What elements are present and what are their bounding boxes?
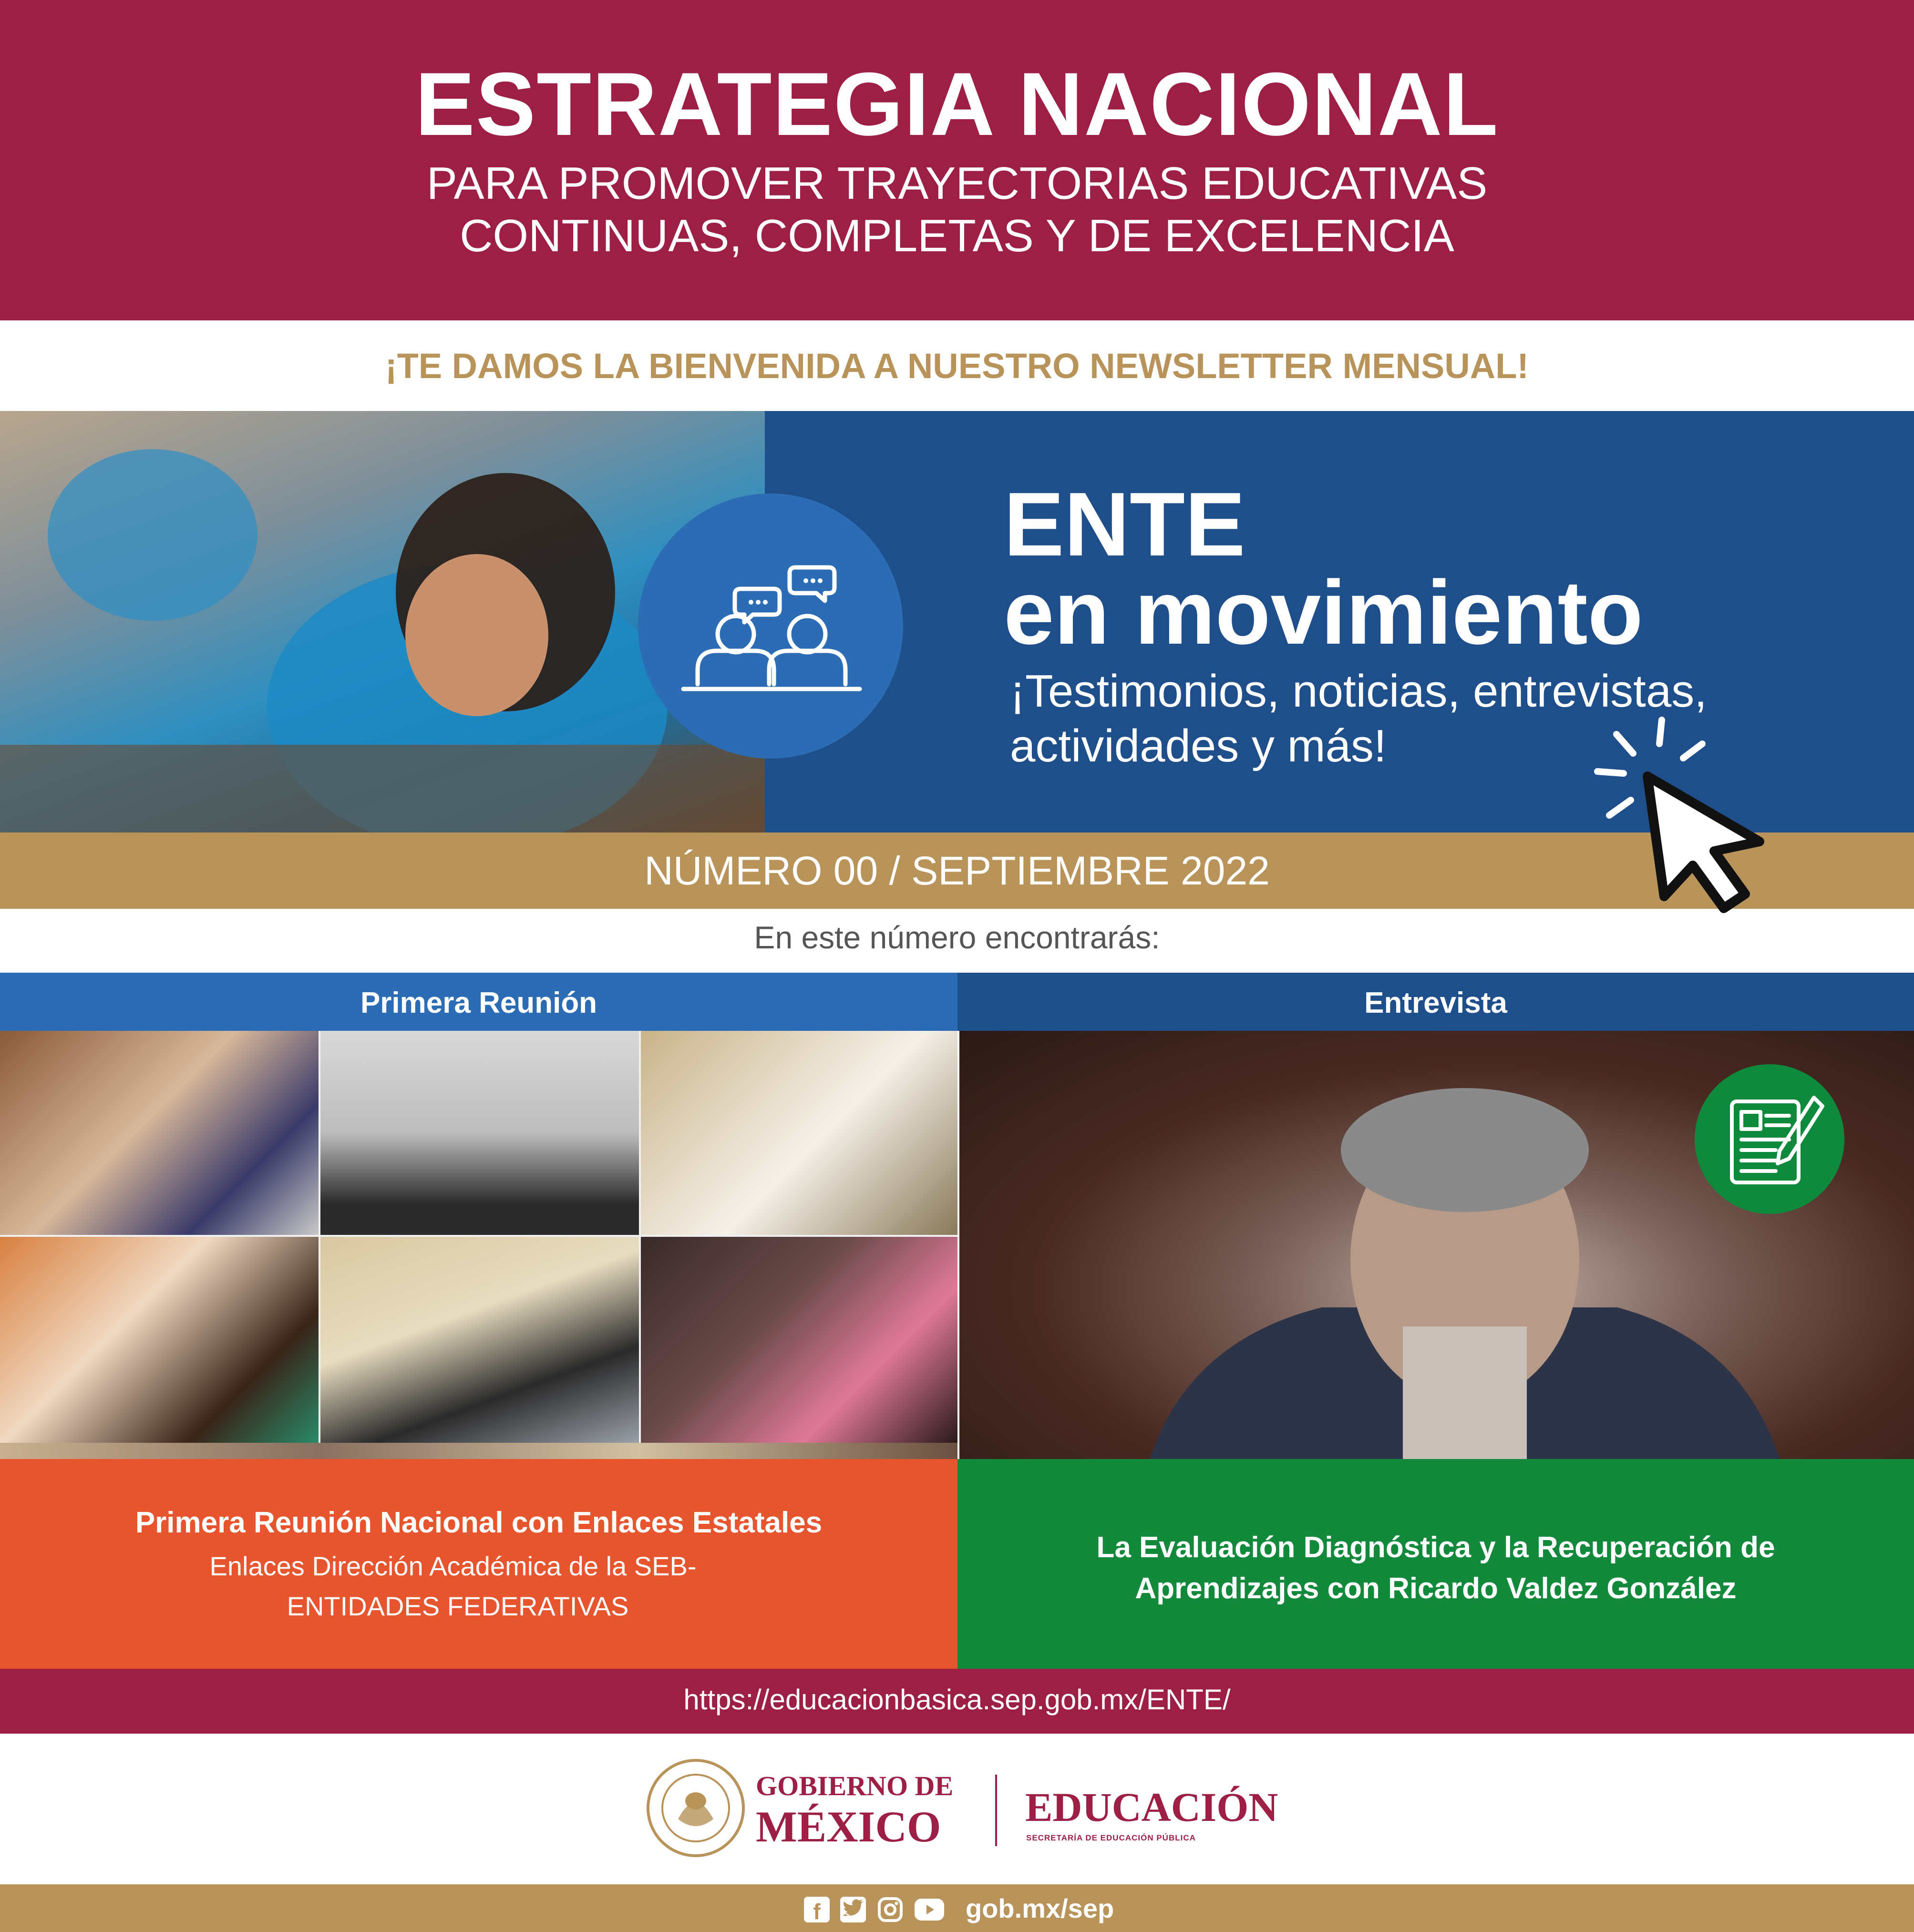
interview-photo	[959, 1031, 1914, 1459]
hero-tagline-1: ¡Testimonios, noticias, entrevistas,	[1010, 666, 1707, 717]
section-header-left	[0, 973, 957, 1031]
intro-text: En este número encontrarás:	[754, 920, 1160, 955]
section-header-right-label: Entrevista	[1364, 987, 1507, 1019]
twitter-icon[interactable]	[840, 1897, 866, 1922]
meeting-tile	[0, 1237, 319, 1443]
header-subtitle-1: PARA PROMOVER TRAYECTORIAS EDUCATIVAS	[426, 158, 1488, 209]
footer-divider	[995, 1775, 997, 1846]
instagram-icon[interactable]	[877, 1897, 903, 1922]
right-caption[interactable]	[957, 1459, 1914, 1669]
ministry-name: EDUCACIÓN	[1025, 1784, 1278, 1830]
pointer-click-icon[interactable]	[1588, 715, 1788, 915]
issue-number: NÚMERO 00 / SEPTIEMBRE 2022	[644, 848, 1270, 893]
meeting-tile	[641, 1031, 957, 1235]
url-bar	[0, 1669, 1914, 1734]
government-seal	[645, 1757, 747, 1860]
facebook-icon[interactable]: f	[804, 1897, 830, 1922]
section-header-left-label: Primera Reunión	[360, 987, 597, 1019]
ministry-subtitle: SECRETARÍA DE EDUCACIÓN PÚBLICA	[1026, 1833, 1196, 1842]
left-caption-line1: Enlaces Dirección Académica de la SEB-	[209, 1551, 697, 1581]
hero-title-2: en movimiento	[1004, 562, 1643, 663]
youtube-icon[interactable]	[915, 1899, 944, 1921]
left-caption-line2: ENTIDADES FEDERATIVAS	[287, 1591, 629, 1621]
social-bar	[0, 1884, 1914, 1932]
social-link[interactable]: gob.mx/sep	[966, 1893, 1114, 1923]
section-header-right	[957, 973, 1914, 1031]
website-link[interactable]: https://educacionbasica.sep.gob.mx/ENTE/	[683, 1684, 1231, 1716]
gov-line1: GOBIERNO DE	[756, 1770, 954, 1801]
meeting-tile	[320, 1237, 639, 1443]
people-chat-icon	[638, 493, 903, 759]
meeting-tile	[641, 1237, 957, 1443]
welcome-text: ¡TE DAMOS LA BIENVENIDA A NUESTRO NEWSLETTER MENSUAL!	[385, 346, 1529, 386]
meeting-grid	[0, 1031, 957, 1459]
meeting-tile	[0, 1031, 319, 1235]
gov-line2: MÉXICO	[756, 1802, 941, 1851]
header-banner	[0, 0, 1914, 320]
left-caption-title: Primera Reunión Nacional con Enlaces Estatales	[135, 1506, 823, 1539]
hero-tagline-2: actividades y más!	[1010, 720, 1387, 771]
meeting-tile	[320, 1031, 639, 1235]
hero-title-1: ENTE	[1004, 474, 1245, 575]
header-subtitle-2: CONTINUAS, COMPLETAS Y DE EXCELENCIA	[460, 210, 1454, 261]
right-caption-line2: Aprendizajes con Ricardo Valdez González	[1135, 1572, 1737, 1605]
meeting-strip	[0, 1443, 957, 1459]
left-caption[interactable]	[0, 1459, 957, 1669]
header-title: ESTRATEGIA NACIONAL	[415, 54, 1499, 154]
right-caption-line1: La Evaluación Diagnóstica y la Recuperación de	[1096, 1531, 1775, 1564]
interview-notes-icon	[1695, 1064, 1844, 1214]
